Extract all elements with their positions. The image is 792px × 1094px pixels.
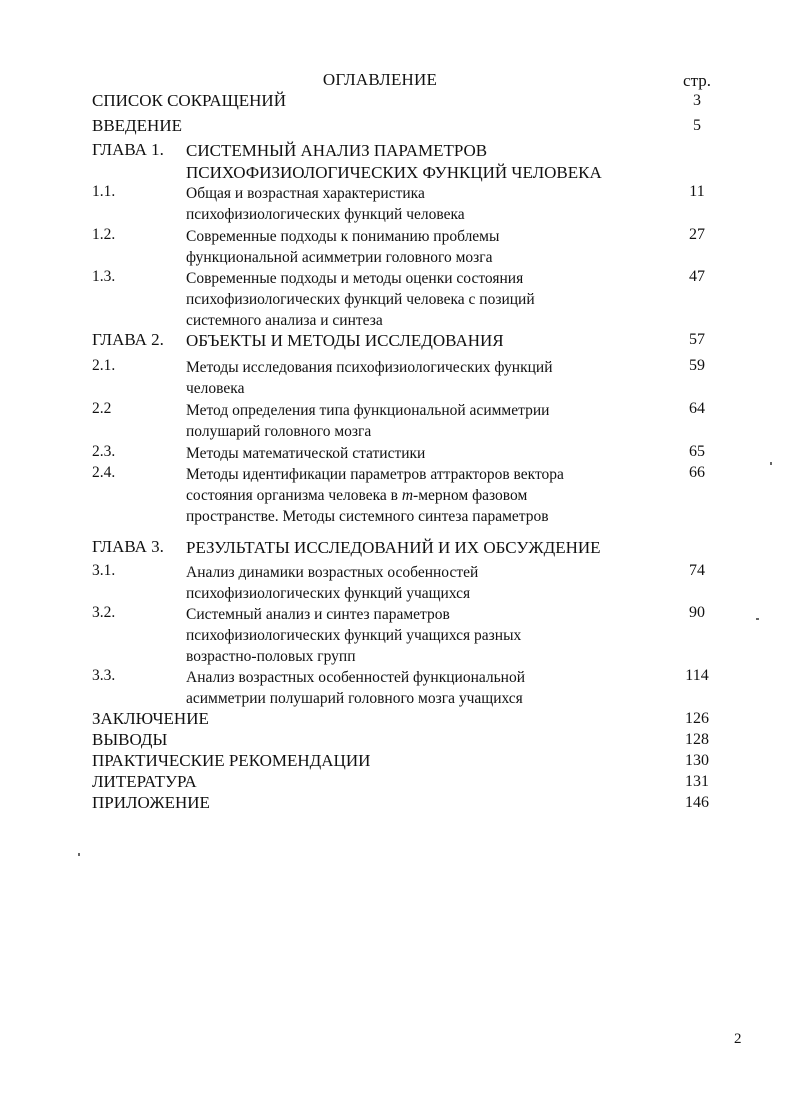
section-title [186, 400, 666, 442]
section-title [186, 268, 666, 331]
toc-entry-page: 114 [685, 667, 709, 684]
toc-entry-page: 59 [689, 357, 705, 374]
toc-entry-label: ЛИТЕРАТУРА [92, 772, 197, 791]
toc-entry-page: 131 [685, 773, 709, 790]
toc-entry-page: 146 [685, 794, 709, 811]
section-title-line: Анализ динамики возрастных особенностей [186, 564, 479, 581]
section-title [186, 443, 666, 464]
section-number: 1.1. [92, 183, 116, 200]
toc-title: ОГЛАВЛЕНИЕ [322, 70, 438, 89]
section-title-line: системного анализа и синтеза [186, 312, 383, 329]
section-title-line: Общая и возрастная характеристика [186, 185, 425, 202]
section-title-line: психофизиологических функций человека [186, 206, 465, 223]
toc-entry-page: 57 [689, 331, 705, 348]
section-title-line: пространстве. Методы системного синтеза параметров [186, 508, 549, 525]
toc-entry-label: ВВЕДЕНИЕ [92, 116, 182, 135]
toc-entry-page: 130 [685, 752, 709, 769]
section-number: 2.4. [92, 464, 116, 481]
toc-entry-page: 66 [689, 464, 705, 481]
toc-entry-page: 5 [693, 117, 701, 134]
toc-entry-page: 65 [689, 443, 705, 460]
section-title-line: психофизиологических функций учащихся [186, 585, 471, 602]
section-title-line: Системный анализ и синтез параметров [186, 606, 450, 623]
section-title-line: Анализ возрастных особенностей функциональной [186, 669, 526, 686]
section-title [186, 667, 666, 709]
section-title [186, 562, 666, 604]
section-title-line: Методы математической статистики [186, 445, 426, 462]
toc-entry-page: 64 [689, 400, 705, 417]
toc-entry-label: СПИСОК СОКРАЩЕНИЙ [92, 91, 286, 110]
section-title-line: Современные подходы к пониманию проблемы [186, 228, 500, 245]
section-title-fragment: -мерном фазовом [413, 487, 528, 504]
section-title-line: Методы идентификации параметров аттракторов вектора [186, 466, 564, 483]
section-title-line: психофизиологических функций человека с позиций [186, 291, 535, 308]
chapter-title-line: ОБЪЕКТЫ И МЕТОДЫ ИССЛЕДОВАНИЯ [186, 331, 504, 350]
section-number: 1.3. [92, 268, 116, 285]
section-title-math-m: m [401, 487, 414, 504]
toc-entry-page: 27 [689, 226, 705, 243]
section-number: 1.2. [92, 226, 116, 243]
scan-speck [78, 853, 80, 856]
section-title-fragment: состояния организма человека в [186, 487, 402, 504]
section-title [186, 226, 666, 268]
section-title-line: Современные подходы и методы оценки состояния [186, 270, 524, 287]
section-number: 3.2. [92, 604, 116, 621]
section-title-line: психофизиологических функций учащихся разных [186, 627, 522, 644]
toc-entry-page: 3 [693, 92, 701, 109]
toc-entry-label: ПРИЛОЖЕНИЕ [92, 793, 210, 812]
chapter-title [186, 537, 676, 559]
toc-entry-page: 128 [685, 731, 709, 748]
toc-entry-label: ВЫВОДЫ [92, 730, 168, 749]
section-number: 2.1. [92, 357, 116, 374]
chapter-title [186, 330, 676, 352]
chapter-number: ГЛАВА 3. [92, 537, 164, 556]
chapter-title-line: РЕЗУЛЬТАТЫ ИССЛЕДОВАНИЙ И ИХ ОБСУЖДЕНИЕ [186, 538, 601, 557]
section-number: 2.3. [92, 443, 116, 460]
chapter-title-line: ПСИХОФИЗИОЛОГИЧЕСКИХ ФУНКЦИЙ ЧЕЛОВЕКА [186, 163, 602, 182]
section-title-line: человека [186, 380, 245, 397]
section-title-line: Метод определения типа функциональной асимметрии [186, 402, 550, 419]
section-title-line: асимметрии полушарий головного мозга учащихся [186, 690, 523, 707]
toc-entry-page: 126 [685, 710, 709, 727]
page-column-header: стр. [683, 71, 711, 90]
page-number: 2 [734, 1031, 742, 1047]
section-title [186, 183, 666, 225]
section-title-line: Методы исследования психофизиологических функций [186, 359, 553, 376]
toc-entry-label: ЗАКЛЮЧЕНИЕ [92, 709, 209, 728]
toc-entry-page: 47 [689, 268, 705, 285]
toc-entry-page: 90 [689, 604, 705, 621]
toc-entry-page: 74 [689, 562, 705, 579]
section-title-line: функциональной асимметрии головного мозга [186, 249, 493, 266]
section-title-line [186, 485, 666, 506]
scan-speck [770, 462, 772, 465]
section-title [186, 464, 666, 527]
section-number: 3.1. [92, 562, 116, 579]
section-title [186, 357, 666, 399]
section-title-line: полушарий головного мозга [186, 423, 372, 440]
chapter-title-line: СИСТЕМНЫЙ АНАЛИЗ ПАРАМЕТРОВ [186, 141, 488, 160]
section-title [186, 604, 666, 667]
section-title-line: возрастно-половых групп [186, 648, 356, 665]
chapter-number: ГЛАВА 1. [92, 140, 164, 159]
toc-entry-label: ПРАКТИЧЕСКИЕ РЕКОМЕНДАЦИИ [92, 751, 371, 770]
chapter-title [186, 140, 676, 184]
section-number: 3.3. [92, 667, 116, 684]
scan-speck [756, 618, 759, 620]
chapter-number: ГЛАВА 2. [92, 330, 164, 349]
toc-entry-page: 11 [689, 183, 705, 200]
section-number: 2.2 [92, 400, 112, 417]
